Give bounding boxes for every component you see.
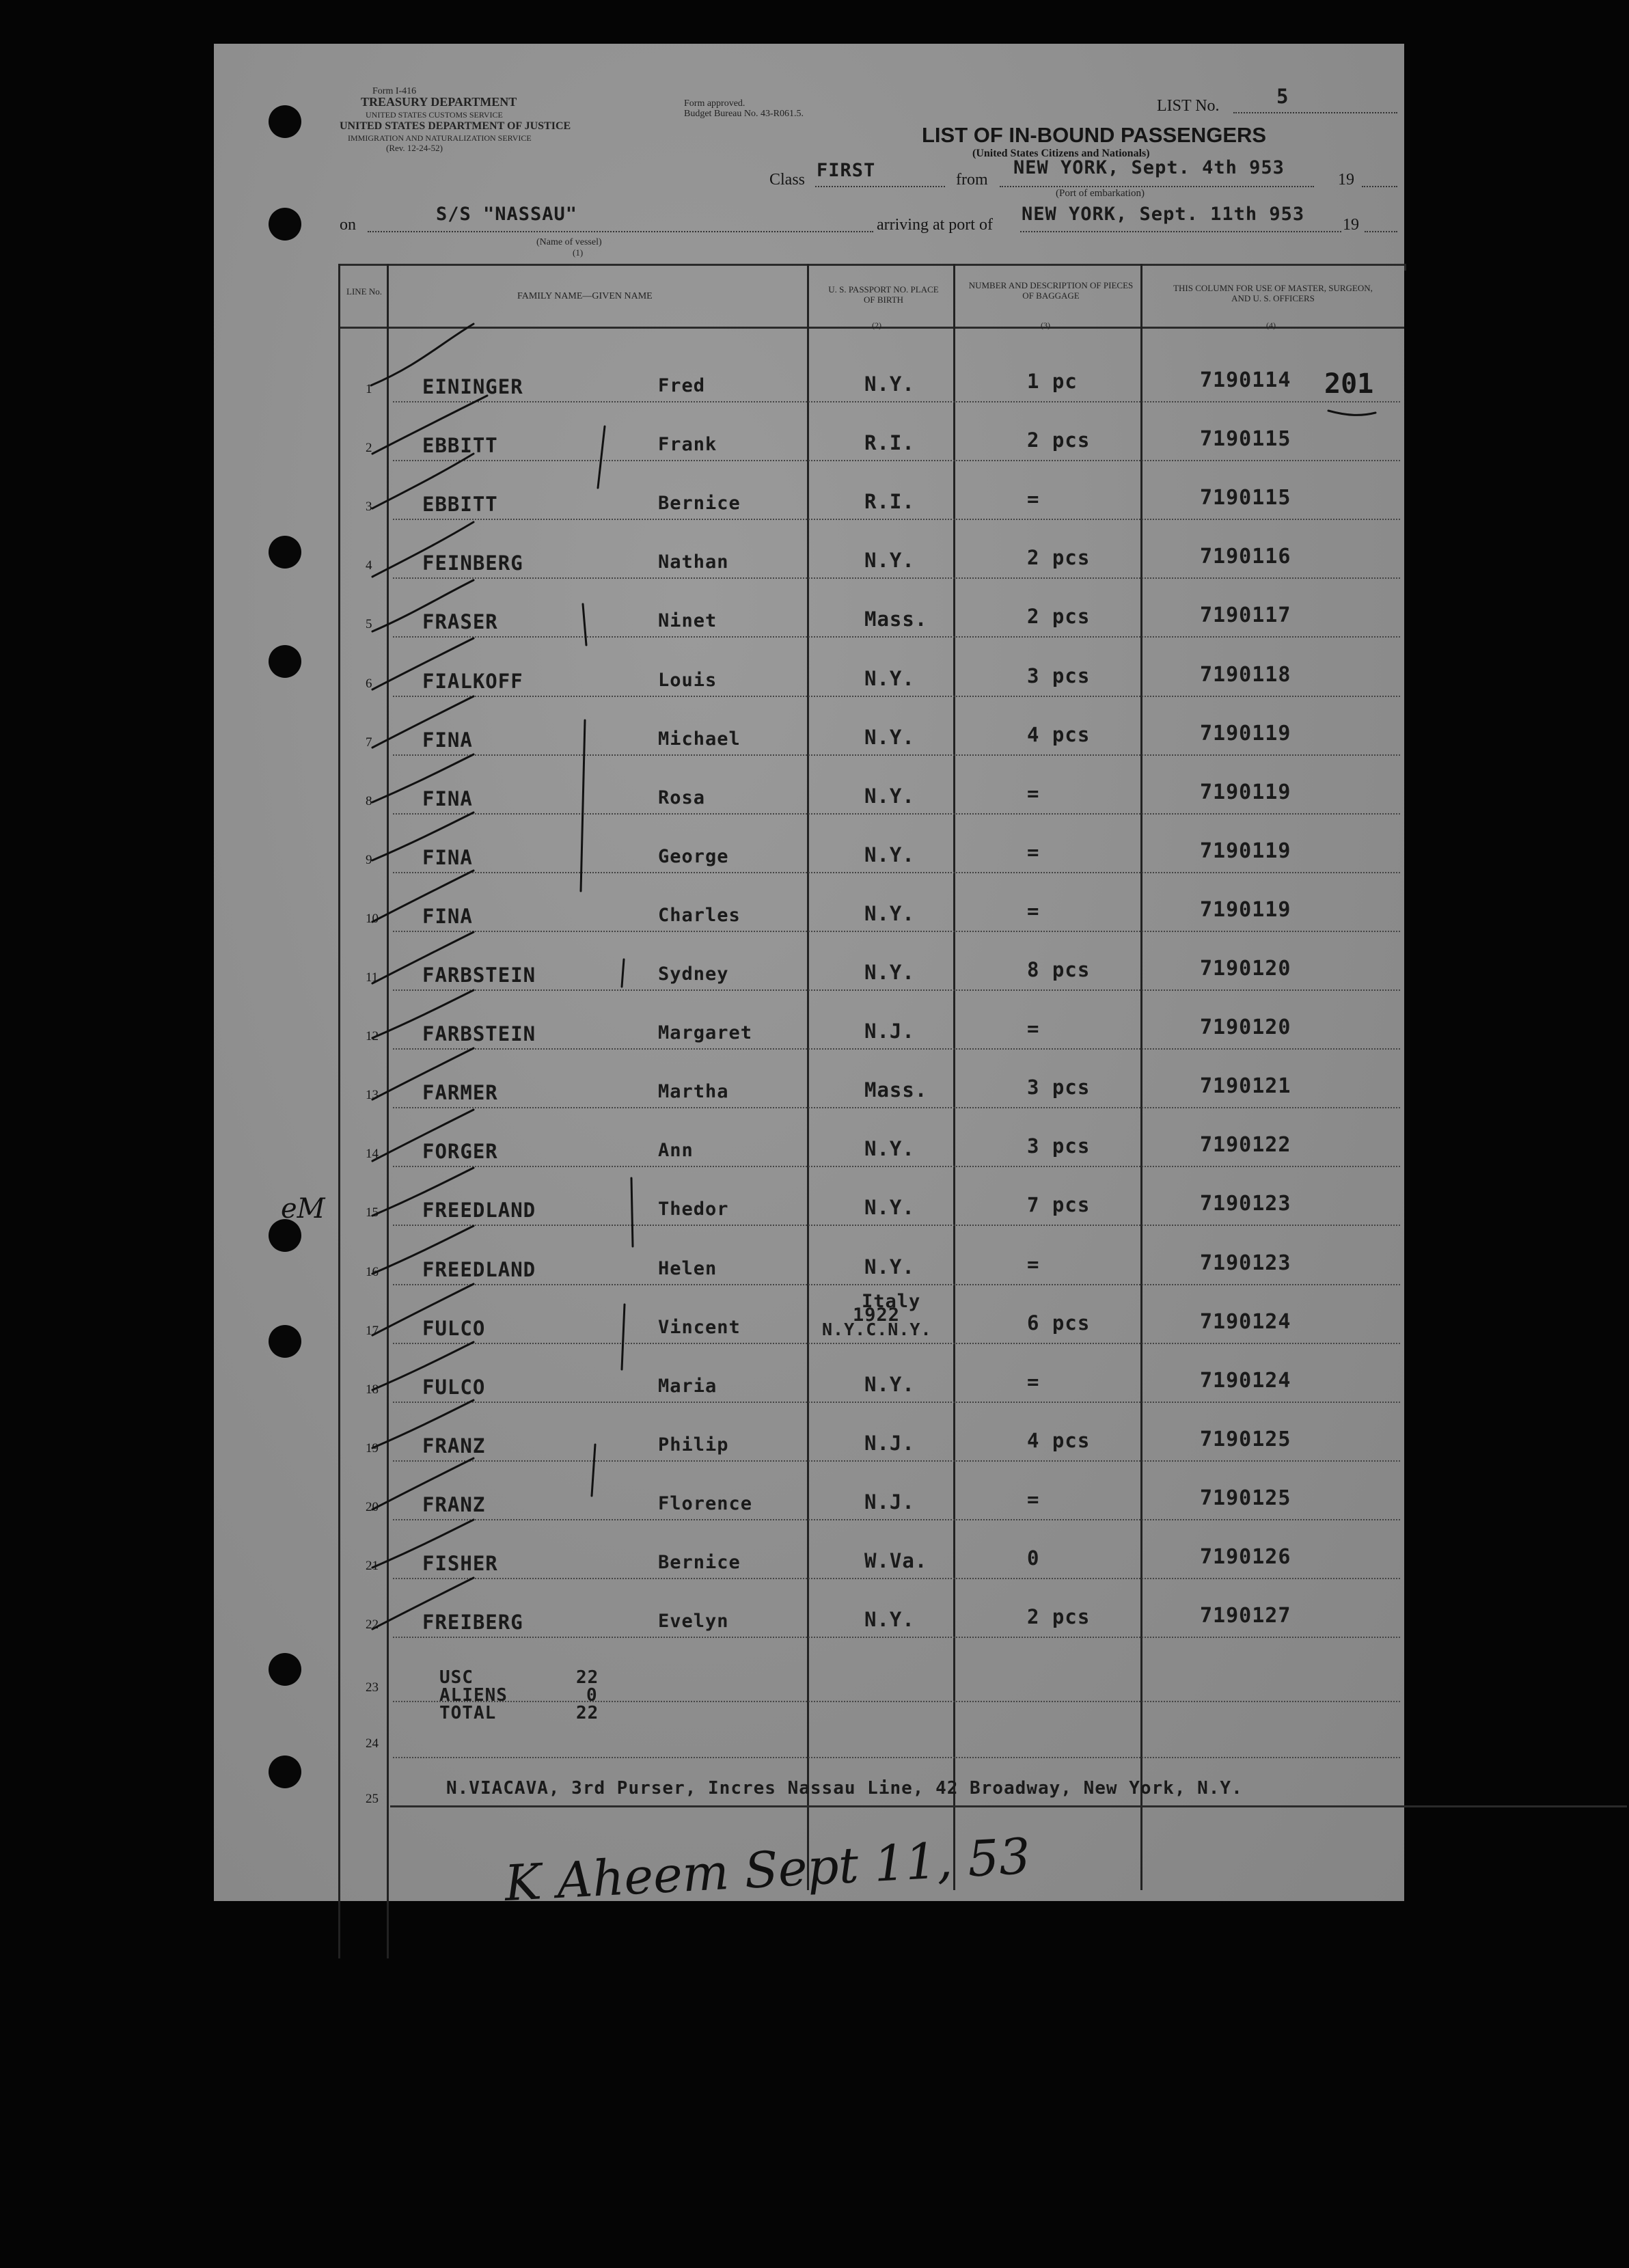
baggage: =: [1027, 1370, 1040, 1393]
officer-number: 7190127: [1200, 1604, 1291, 1628]
family-name: FINA: [422, 787, 473, 810]
place-of-birth: N.Y.C.N.Y.: [822, 1320, 932, 1339]
given-name: Charles: [658, 905, 741, 926]
line-number: 17: [366, 1324, 379, 1338]
manifest-subtitle: (United States Citizens and Nationals): [972, 148, 1150, 159]
place-of-birth: N.Y.: [864, 549, 915, 572]
family-name: FULCO: [422, 1376, 486, 1399]
form-approved: Form approved.: [684, 98, 745, 109]
line-number: 16: [366, 1265, 379, 1279]
family-name: FINA: [422, 846, 473, 869]
given-name: Sydney: [658, 964, 729, 985]
vessel-value: S/S "NASSAU": [436, 204, 578, 225]
manifest-title: LIST OF IN-BOUND PASSENGERS: [922, 123, 1267, 147]
baggage: 1 pc: [1027, 370, 1078, 393]
place-of-birth: N.Y.: [864, 1373, 915, 1396]
given-name: Louis: [658, 670, 717, 691]
place-of-birth: R.I.: [864, 431, 915, 454]
family-name: FREEDLAND: [422, 1258, 536, 1281]
family-name: FISHER: [422, 1552, 498, 1575]
officer-number: 7190116: [1200, 545, 1291, 569]
officer-number: 7190114: [1200, 368, 1291, 392]
family-name: FEINBERG: [422, 551, 523, 575]
family-name: FORGER: [422, 1140, 498, 1163]
line-number: 1: [366, 382, 372, 396]
baggage: =: [1027, 1488, 1040, 1511]
col-baggage-num: (3): [1041, 320, 1050, 330]
given-name: Fred: [658, 375, 706, 396]
revision: (Rev. 12-24-52): [386, 143, 443, 153]
family-name: EBBITT: [422, 493, 498, 516]
baggage: =: [1027, 899, 1040, 923]
baggage: 2 pcs: [1027, 428, 1091, 452]
given-name: Helen: [658, 1258, 717, 1279]
baggage: 6 pcs: [1027, 1311, 1091, 1335]
given-name: Philip: [658, 1434, 729, 1456]
given-name: Ann: [658, 1140, 694, 1161]
officer-number: 7190120: [1200, 1015, 1291, 1039]
aliens-label: ALIENS: [439, 1685, 508, 1706]
family-name: FREEDLAND: [422, 1199, 536, 1222]
line-number: 14: [366, 1147, 379, 1161]
line-number: 13: [366, 1088, 379, 1102]
col-officers: THIS COLUMN FOR USE OF MASTER, SURGEON, AND U. S. OFFICERS: [1173, 283, 1373, 303]
place-of-birth: N.Y.: [864, 1137, 915, 1160]
given-name: Florence: [658, 1493, 753, 1514]
baggage: 3 pcs: [1027, 1076, 1091, 1099]
line-number: 20: [366, 1500, 379, 1514]
given-name: Thedor: [658, 1199, 729, 1220]
officer-number: 7190121: [1200, 1074, 1291, 1098]
given-name: Maria: [658, 1376, 717, 1397]
class-value: FIRST: [817, 160, 876, 181]
place-of-birth: N.J.: [864, 1020, 915, 1043]
baggage: =: [1027, 782, 1040, 805]
baggage: =: [1027, 487, 1040, 510]
given-name: Bernice: [658, 1552, 741, 1573]
baggage: 2 pcs: [1027, 546, 1091, 569]
list-no-label: LIST No.: [1157, 97, 1220, 115]
port-embark-label: (Port of embarkation): [1056, 188, 1145, 199]
line-number: 22: [366, 1617, 379, 1632]
given-name: Frank: [658, 434, 717, 455]
given-name: Ninet: [658, 610, 717, 631]
justice-dept: UNITED STATES DEPARTMENT OF JUSTICE: [340, 120, 571, 132]
family-name: FREIBERG: [422, 1611, 523, 1634]
family-name: FRANZ: [422, 1434, 486, 1458]
class-label: Class: [769, 171, 806, 189]
line-number: 5: [366, 617, 372, 631]
col-passport-num: (2): [872, 320, 881, 330]
family-name: EININGER: [422, 375, 523, 398]
total-value: 22: [576, 1703, 599, 1723]
form-number: Form I-416: [372, 86, 417, 96]
margin-mark: eM: [281, 1193, 325, 1225]
place-of-birth: N.Y.: [864, 902, 915, 925]
aliens-value: 0: [586, 1685, 598, 1706]
birth-year: 1922: [853, 1304, 901, 1326]
officer-number: 7190118: [1200, 663, 1291, 687]
baggage: 4 pcs: [1027, 1429, 1091, 1452]
place-of-birth: W.Va.: [864, 1549, 928, 1572]
officer-number: 7190122: [1200, 1133, 1291, 1157]
vessel-label: (Name of vessel): [536, 237, 602, 247]
line-number: 3: [366, 500, 372, 514]
place-of-birth: Mass.: [864, 1078, 928, 1102]
given-name: Martha: [658, 1081, 729, 1102]
col-baggage: NUMBER AND DESCRIPTION OF PIECES OF BAGGAGE: [968, 280, 1134, 301]
family-name: FRANZ: [422, 1493, 486, 1516]
given-name: Rosa: [658, 787, 706, 808]
family-name: FULCO: [422, 1317, 486, 1340]
col-name: FAMILY NAME—GIVEN NAME: [517, 291, 653, 301]
officer-number: 7190117: [1200, 603, 1291, 627]
given-name: Bernice: [658, 493, 741, 514]
year-label-2: 19: [1343, 216, 1359, 234]
line-number: 21: [366, 1559, 379, 1573]
line-number: 18: [366, 1382, 379, 1397]
stamp-201: 201: [1324, 368, 1374, 400]
line-number: 15: [366, 1205, 379, 1220]
baggage: 2 pcs: [1027, 605, 1091, 628]
line-number: 24: [366, 1736, 379, 1751]
manifest-page: [214, 44, 1404, 1913]
baggage: 3 pcs: [1027, 664, 1091, 687]
family-name: FARMER: [422, 1081, 498, 1104]
given-name: Evelyn: [658, 1611, 729, 1632]
col-passport: U. S. PASSPORT NO. PLACE OF BIRTH: [828, 284, 939, 305]
place-of-birth: R.I.: [864, 490, 915, 513]
baggage: =: [1027, 841, 1040, 864]
place-of-birth: N.Y.: [864, 1196, 915, 1219]
family-name: FARBSTEIN: [422, 964, 536, 987]
line-number: 10: [366, 912, 379, 926]
baggage: 2 pcs: [1027, 1605, 1091, 1628]
officer-number: 7190124: [1200, 1369, 1291, 1393]
total-label: TOTAL: [439, 1703, 497, 1723]
officer-number: 7190125: [1200, 1486, 1291, 1510]
family-name: FIALKOFF: [422, 670, 523, 693]
arriving-value: NEW YORK, Sept. 11th 953: [1022, 204, 1305, 225]
given-name: Nathan: [658, 551, 729, 573]
family-name: FRASER: [422, 610, 498, 633]
check-marks: [214, 44, 1404, 1901]
line-number: 7: [366, 735, 372, 750]
line-number: 12: [366, 1029, 379, 1043]
ucs-label: USC: [439, 1667, 474, 1688]
year-label-1: 19: [1338, 171, 1354, 189]
family-name: FINA: [422, 905, 473, 928]
arriving-label: arriving at port of: [877, 216, 993, 234]
family-name: FINA: [422, 728, 473, 752]
place-of-birth: Mass.: [864, 607, 928, 631]
officer-number: 7190119: [1200, 839, 1291, 863]
line-number: 19: [366, 1441, 379, 1456]
officer-number: 7190125: [1200, 1427, 1291, 1451]
place-of-birth: N.Y.: [864, 726, 915, 749]
place-of-birth: N.Y.: [864, 667, 915, 690]
place-of-birth: N.Y.: [864, 372, 915, 396]
purser-footer: N.VIACAVA, 3rd Purser, Incres Nassau Line, 42 Broadway, New York, N.Y.: [446, 1778, 1243, 1799]
ucs-value: 22: [576, 1667, 599, 1688]
line-number: 25: [366, 1792, 379, 1806]
col-officers-num: (4): [1266, 320, 1276, 330]
baggage: =: [1027, 1253, 1040, 1276]
officer-number: 7190115: [1200, 486, 1291, 510]
place-of-birth: N.Y.: [864, 961, 915, 984]
given-name: Vincent: [658, 1317, 741, 1338]
customs-service: UNITED STATES CUSTOMS SERVICE: [366, 110, 503, 120]
place-of-birth: N.Y.: [864, 784, 915, 808]
officer-number: 7190120: [1200, 957, 1291, 981]
line-number: 2: [366, 441, 372, 455]
baggage: 4 pcs: [1027, 723, 1091, 746]
officer-number: 7190126: [1200, 1545, 1291, 1569]
place-of-birth: N.J.: [864, 1432, 915, 1455]
family-name: FARBSTEIN: [422, 1022, 536, 1046]
given-name: George: [658, 846, 729, 867]
baggage: 3 pcs: [1027, 1134, 1091, 1158]
place-of-birth: N.J.: [864, 1490, 915, 1514]
vessel-number: (1): [573, 247, 584, 258]
ins-service: IMMIGRATION AND NATURALIZATION SERVICE: [348, 133, 532, 143]
baggage: 8 pcs: [1027, 958, 1091, 981]
line-number: 6: [366, 677, 372, 691]
line-number: 23: [366, 1680, 379, 1695]
given-name: Margaret: [658, 1022, 753, 1043]
on-label: on: [340, 216, 356, 234]
baggage: =: [1027, 1017, 1040, 1040]
officer-number: 7190119: [1200, 898, 1291, 922]
col-line-no: LINE No.: [346, 286, 382, 297]
line-number: 4: [366, 558, 372, 573]
officer-number: 7190124: [1200, 1310, 1291, 1334]
line-number: 11: [366, 970, 379, 985]
birth-country: Italy: [862, 1291, 921, 1312]
officer-number: 7190115: [1200, 427, 1291, 451]
officer-number: 7190123: [1200, 1251, 1291, 1275]
line-number: 9: [366, 853, 372, 867]
place-of-birth: N.Y.: [864, 1608, 915, 1631]
officer-number: 7190119: [1200, 722, 1291, 746]
signature: K Aheem Sept 11, 53: [503, 1827, 1032, 1913]
officer-number: 7190123: [1200, 1192, 1291, 1216]
line-number: 8: [366, 794, 372, 808]
officer-number: 7190119: [1200, 780, 1291, 804]
treasury-dept: TREASURY DEPARTMENT: [361, 95, 517, 109]
budget-bureau: Budget Bureau No. 43-R061.5.: [684, 109, 804, 119]
place-of-birth: N.Y.: [864, 1255, 915, 1279]
place-of-birth: N.Y.: [864, 843, 915, 866]
given-name: Michael: [658, 728, 741, 750]
family-name: EBBITT: [422, 434, 498, 457]
baggage: 7 pcs: [1027, 1193, 1091, 1216]
from-value: NEW YORK, Sept. 4th 953: [1013, 157, 1285, 178]
list-no-value: 5: [1276, 85, 1289, 108]
baggage: 0: [1027, 1546, 1040, 1570]
from-label: from: [956, 171, 988, 189]
